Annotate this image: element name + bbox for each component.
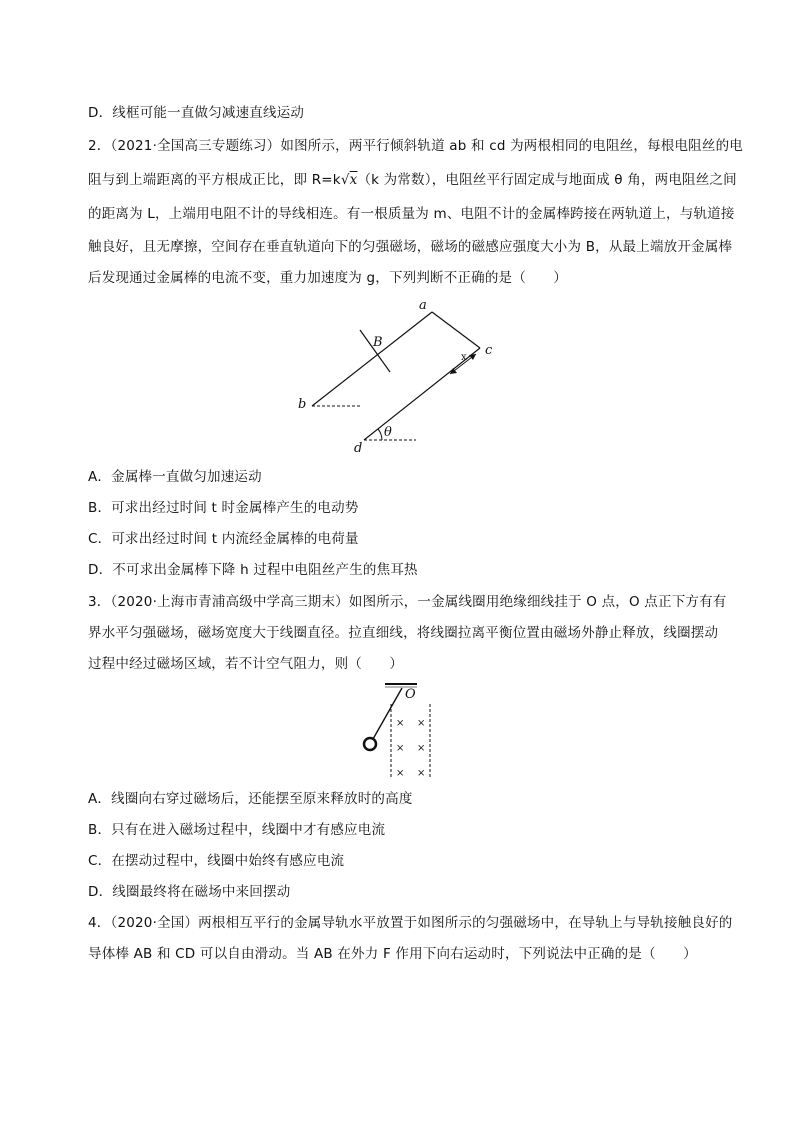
string: [373, 688, 405, 739]
label-theta: θ: [384, 425, 392, 440]
field-cross: ×: [396, 768, 405, 779]
field-cross: ×: [396, 743, 405, 754]
field-cross: ×: [396, 718, 405, 729]
rail-ab: [312, 312, 432, 406]
q2-stem-line-3: 的距离为 L，上端用电阻不计的导线相连。有一根质量为 m、电阻不计的金属棒跨接在两轨道上，与轨道接: [88, 206, 735, 222]
label-d: d: [354, 441, 363, 456]
q3-option-d: D．线圈最终将在磁场中来回摆动: [88, 884, 291, 900]
top-connector: [432, 312, 480, 348]
q2-stem-line-5: 后发现通过金属棒的电流不变，重力加速度为 g，下列判断不正确的是（ ）: [88, 270, 568, 286]
q2-stem-line-2a: 阻与到上端距离的平方根成正比，即 R=k: [88, 172, 341, 188]
label-x: x: [461, 352, 467, 363]
q3-option-b: B．只有在进入磁场过程中，线圈中才有感应电流: [88, 822, 386, 838]
field-cross: ×: [417, 718, 426, 729]
q4-stem-line-1: 4．（2020·全国）两根相互平行的金属导轨水平放置于如图所示的匀强磁场中，在导轨上与导轨接触良好的: [88, 915, 733, 931]
q3-option-c: C．在摆动过程中，线圈中始终有感应电流: [88, 853, 345, 869]
q3-stem-line-2: 界水平匀强磁场，磁场宽度大于线圈直径。拉直细线，将线圈拉离平衡位置由磁场外静止释放，线圈摆动: [88, 625, 719, 641]
q2-stem-line-4: 触良好，且无摩擦，空间存在垂直轨道向下的匀强磁场，磁场的磁感应强度大小为 B，从最上端放开金属棒: [88, 239, 733, 255]
label-b: b: [298, 397, 307, 412]
q1-option-d: D．线框可能一直做匀减速直线运动: [88, 105, 305, 121]
q2-stem-line-1: 2．（2021·全国高三专题练习）如图所示，两平行倾斜轨道 ab 和 cd 为两根相同的电阻丝，每根电阻丝的电: [88, 138, 743, 154]
theta-arc: [378, 429, 382, 440]
q3-stem-line-3: 过程中经过磁场区域，若不计空气阻力，则（ ）: [88, 656, 404, 672]
field-cross: ×: [417, 768, 426, 779]
label-B: B: [373, 335, 383, 350]
label-a: a: [419, 298, 427, 313]
q2-stem-line-2: [88, 170, 737, 190]
label-O: O: [405, 687, 416, 702]
q2-stem-line-2b: （k 为常数），电阻丝平行固定成与地面成 θ 角，两电阻丝之间: [357, 172, 737, 188]
q2-option-d: D．不可求出金属棒下降 h 过程中电阻丝产生的焦耳热: [88, 562, 418, 578]
q4-stem-line-2: 导体棒 AB 和 CD 可以自由滑动。当 AB 在外力 F 作用下向右运动时，下列说法中正确的是（ ）: [88, 946, 697, 962]
q2-option-c: C．可求出经过时间 t 内流经金属棒的电荷量: [88, 531, 359, 547]
q2-option-b: B．可求出经过时间 t 时金属棒产生的电动势: [88, 500, 359, 516]
q2-inclined-rails-figure: [280, 292, 520, 460]
q3-pendulum-figure: [355, 680, 445, 780]
sqrt-radicand: x: [349, 172, 358, 188]
field-cross: ×: [417, 743, 426, 754]
label-c: c: [485, 343, 493, 358]
q2-option-a: A．金属棒一直做匀加速运动: [88, 469, 262, 485]
q3-stem-line-1: 3．（2020·上海市青浦高级中学高三期末）如图所示，一金属线圈用绝缘细线挂于 O 点，O 点正下方有有: [88, 594, 727, 610]
sqrt-symbol: √x: [340, 172, 358, 188]
coil: [364, 738, 376, 750]
q3-option-a: A．线圈向右穿过磁场后，还能摆至原来释放时的高度: [88, 791, 413, 807]
